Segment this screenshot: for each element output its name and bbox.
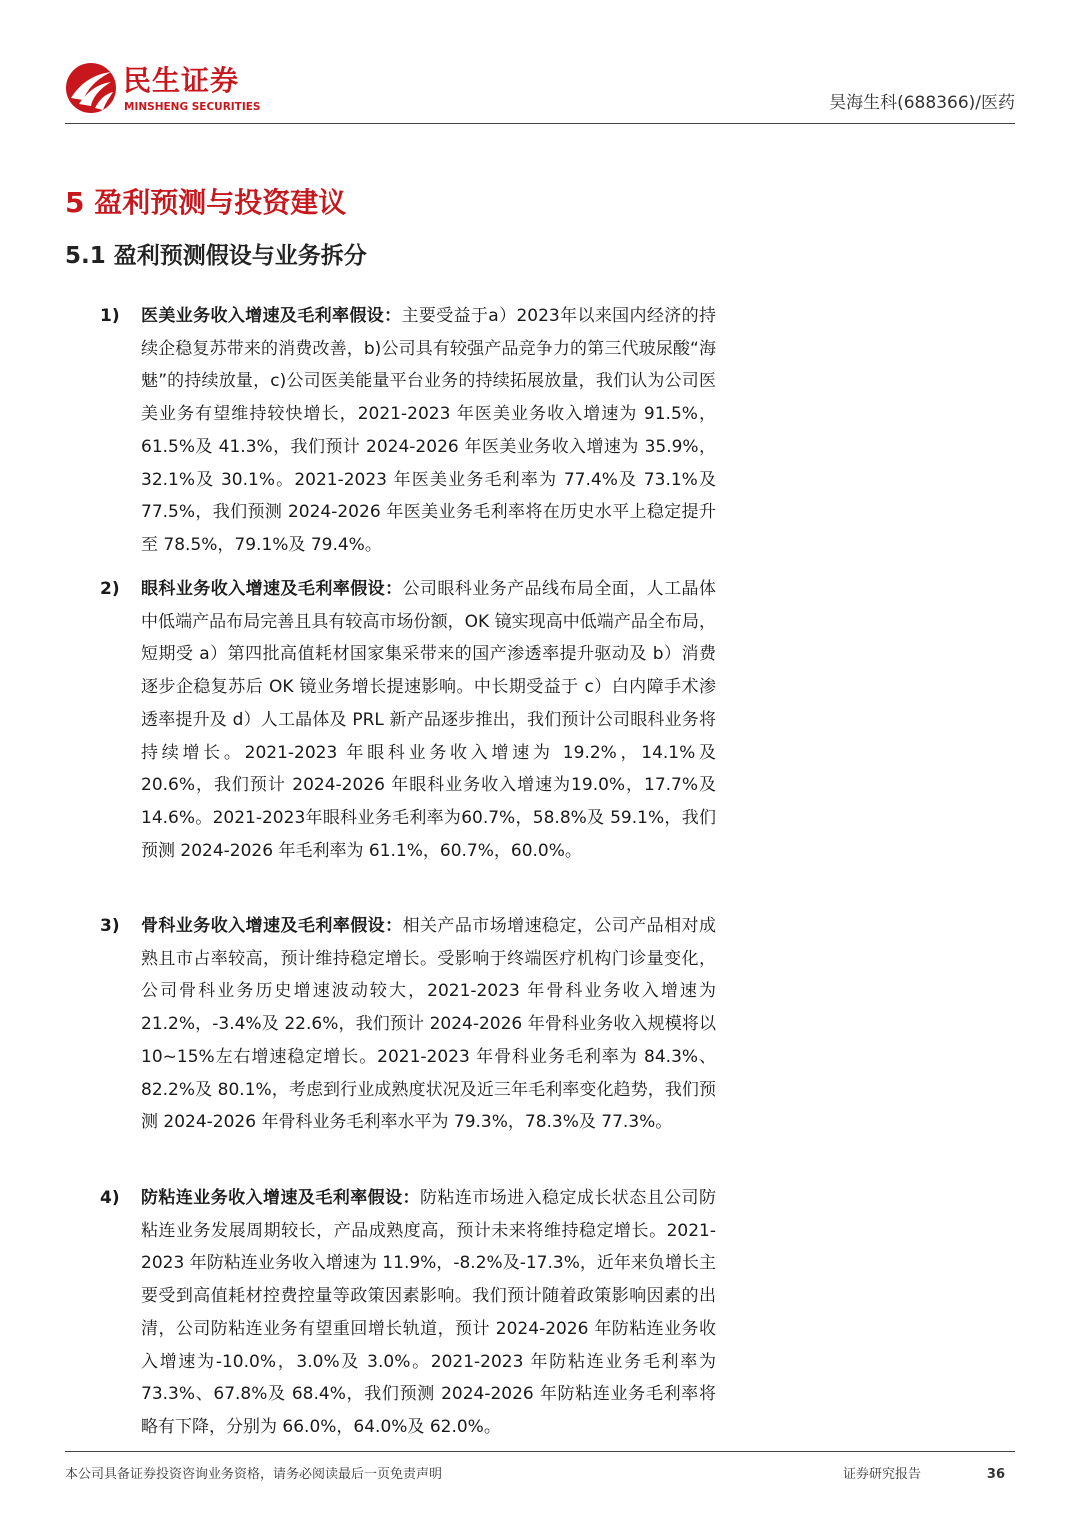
item-heading: 医美业务收入增速及毛利率假设：: [141, 306, 402, 326]
page-number: 36: [986, 1467, 1005, 1482]
section-title: 5 盈利预测与投资建议: [65, 186, 347, 219]
logo-text-en: MINSHENG SECURITIES: [124, 101, 261, 113]
logo-text-cn: 民生证券: [123, 64, 240, 97]
item-paragraph: [141, 1182, 716, 1444]
report-tag: 昊海生科(688366)/医药: [829, 93, 1015, 113]
item-number: 2): [100, 579, 120, 599]
subsection-title: 5.1 盈利预测假设与业务拆分: [65, 243, 367, 269]
item-paragraph: [141, 573, 716, 867]
company-logo: [65, 62, 365, 118]
item-number: 1): [100, 306, 120, 326]
header-divider: [65, 123, 1015, 124]
item-text: 防粘连市场进入稳定成长状态且公司防粘连业务发展周期较长，产品成熟度高，预计未来将维持稳定增长。2021-2023 年防粘连业务收入增速为 11.9%，-8.2%及-17.3%，近年来负增长主要受到高值耗材控费控量等政策因素影响。我们预计随着政策影响因素的出清，公司防粘连业务有望重回增长轨道，预计 2024-2026 年防粘连业务收入增速为-10.0%，3.0%及 3.0%。2021-2023 年防粘连业务毛利率为 73.3%、67.8%及 68.4%，我们预测 2024-2026 年防粘连业务毛利率将略有下降，分别为 66.0%，64.0%及 62.0%。: [141, 1188, 716, 1437]
item-heading: 防粘连业务收入增速及毛利率假设：: [141, 1188, 420, 1208]
page-header: [65, 58, 1015, 124]
item-text: 主要受益于a）2023年以来国内经济的持续企稳复苏带来的消费改善，b)公司具有较强产品竞争力的第三代玻尿酸“海魅”的持续放量，c)公司医美能量平台业务的持续拓展放量，我们认为公司医美业务有望维持较快增长，2021-2023 年医美业务收入增速为 91.5%，61.5%及 41.3%，我们预计 2024-2026 年医美业务收入增速为 35.9%，32.1%及 30.1%。2021-2023 年医美业务毛利率为 77.4%及 73.1%及 77.5%，我们预测 2024-2026 年医美业务毛利率将在历史水平上稳定提升至 78.5%，79.1%及 79.4%。: [141, 306, 717, 555]
item-paragraph: [141, 910, 716, 1139]
item-text: 公司眼科业务产品线布局全面，人工晶体中低端产品布局完善且具有较高市场份额，OK 镜实现高中低端产品全布局，短期受 a）第四批高值耗材国家集采带来的国产渗透率提升驱动及 b）消费逐步企稳复苏后 OK 镜业务增长提速影响。中长期受益于 c）白内障手术渗透率提升及 d）人工晶体及 PRL 新产品逐步推出，我们预计公司眼科业务将持续增长。2021-2023 年眼科业务收入增速为 19.2%，14.1%及 20.6%，我们预计 2024-2026 年眼科业务收入增速为19.0%，17.7%及14.6%。2021-2023年眼科业务毛利率为60.7%，58.8%及 59.1%，我们预测 2024-2026 年毛利率为 61.1%，60.7%，60.0%。: [141, 579, 716, 861]
item-heading: 眼科业务收入增速及毛利率假设：: [141, 579, 403, 599]
item-number: 4): [100, 1188, 120, 1208]
minsheng-logo-icon: [65, 62, 117, 114]
item-heading: 骨科业务收入增速及毛利率假设：: [141, 916, 403, 936]
footer-doc-type: 证券研究报告: [843, 1467, 922, 1482]
item-text: 相关产品市场增速稳定，公司产品相对成熟且市占率较高，预计维持稳定增长。受影响于终端医疗机构门诊量变化，公司骨科业务历史增速波动较大，2021-2023 年骨科业务收入增速为 21.2%，-3.4%及 22.6%，我们预计 2024-2026 年骨科业务收入规模将以 10~15%左右增速稳定增长。2021-2023 年骨科业务毛利率为 84.3%、82.2%及 80.1%，考虑到行业成熟度状况及近三年毛利率变化趋势，我们预测 2024-2026 年骨科业务毛利率水平为 79.3%，78.3%及 77.3%。: [141, 916, 716, 1133]
item-paragraph: [141, 300, 716, 562]
item-number: 3): [100, 916, 120, 936]
footer-divider: [65, 1451, 1015, 1452]
footer-disclaimer: 本公司具备证券投资咨询业务资格，请务必阅读最后一页免责声明: [65, 1467, 443, 1482]
